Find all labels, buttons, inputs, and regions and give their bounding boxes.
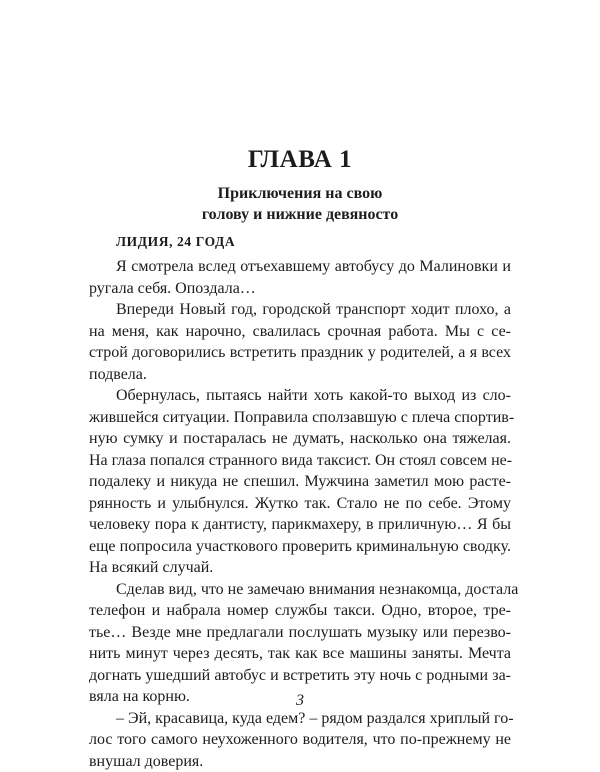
paragraph xyxy=(89,708,511,772)
paragraph-line: тье… Везде мне предлагали послушать музыку или перезво- xyxy=(89,622,511,644)
paragraph-line: лос того самого неухоженного водителя, что по-прежнему не xyxy=(89,729,511,751)
paragraph-line: – Эй, красавица, куда едем? – рядом раздался хриплый го- xyxy=(89,708,511,730)
paragraph xyxy=(89,385,511,579)
body-text xyxy=(89,232,511,772)
paragraph-line: строй договорились встретить праздник у родителей, а я всех xyxy=(89,342,511,364)
paragraph-line: вяла на корню. xyxy=(89,686,511,708)
chapter-subtitle xyxy=(0,183,600,225)
paragraph-line: На всякий случай. xyxy=(89,557,511,579)
paragraph-line: ругала себя. Опоздала… xyxy=(89,278,511,300)
paragraph-line: Впереди Новый год, городской транспорт ходит плохо, а xyxy=(89,299,511,321)
paragraph-line: догнать ушедший автобус и встретить эту ночь с родными за- xyxy=(89,665,511,687)
chapter-subtitle-line: Приключения на свою xyxy=(0,183,600,204)
paragraph-line: нить минут через десять, так как все машины заняты. Мечта xyxy=(89,643,511,665)
paragraph-line: на меня, как нарочно, свалилась срочная работа. Мы с се- xyxy=(89,321,511,343)
paragraph xyxy=(89,579,511,708)
chapter-title: ГЛАВА 1 xyxy=(0,146,600,174)
page-number: 3 xyxy=(0,692,600,710)
paragraph-line: жившейся ситуации. Поправила сползавшую с плеча спортив- xyxy=(89,407,511,429)
paragraph-line: ную сумку и постаралась не думать, насколько она тяжелая. xyxy=(89,428,511,450)
paragraph-line: подалеку и никуда не спешил. Мужчина заметил мою расте- xyxy=(89,471,511,493)
paragraph-line: рянность и улыбнулся. Жутко так. Стало не по себе. Этому xyxy=(89,493,511,515)
paragraph-line: внушал доверия. xyxy=(89,751,511,772)
paragraph-line: Сделав вид, что не замечаю внимания незнакомца, достала xyxy=(89,579,511,601)
chapter-subtitle-line: голову и нижние девяносто xyxy=(0,204,600,225)
paragraph-line: телефон и набрала номер службы такси. Одно, второе, тре- xyxy=(89,600,511,622)
paragraph-line: Обернулась, пытаясь найти хоть какой-то выход из сло- xyxy=(89,385,511,407)
paragraph-line: подвела. xyxy=(89,364,511,386)
paragraph xyxy=(89,256,511,299)
paragraph-line: человеку пора к дантисту, парикмахеру, в приличную… Я бы xyxy=(89,514,511,536)
paragraph-line: На глаза попался странного вида таксист. Он стоял совсем не- xyxy=(89,450,511,472)
paragraph-line: еще попросила участкового проверить криминальную сводку. xyxy=(89,536,511,558)
paragraph-line: Я смотрела вслед отъехавшему автобусу до Малиновки и xyxy=(89,256,511,278)
section-header: ЛИДИЯ, 24 ГОДА xyxy=(116,232,511,256)
paragraph xyxy=(89,299,511,385)
